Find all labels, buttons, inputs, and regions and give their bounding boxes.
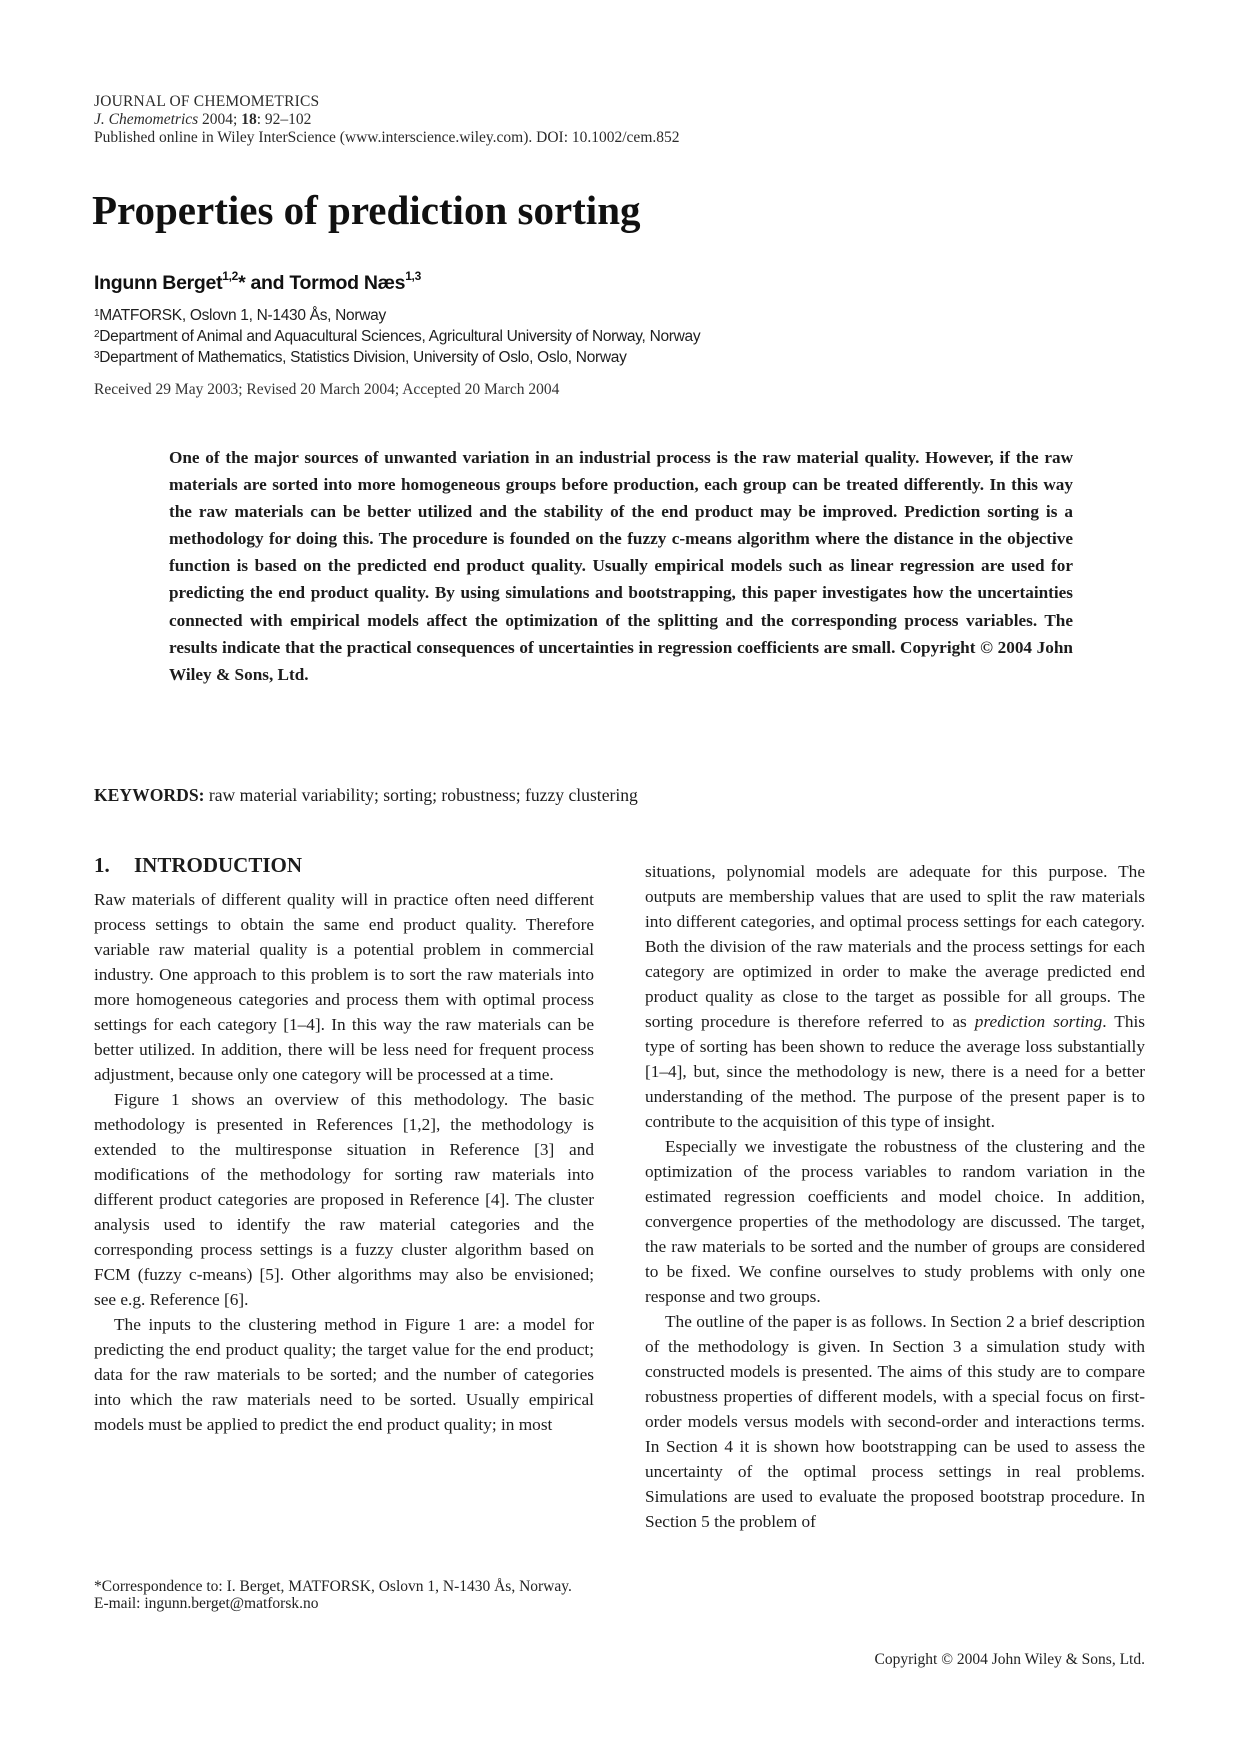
keywords-text: raw material variability; sorting; robustness; fuzzy clustering <box>204 785 638 805</box>
corresponding-author-mark: * <box>238 272 246 294</box>
paragraph-text: situations, polynomial models are adequate for this purpose. The outputs are membership values that are used to split the raw materials into different categories, and optimal process settings for each category. Both the division of the raw materials and the process settings for each category are optimized in order to make the average predicted end product quality as close to the target as possible for all groups. The sorting procedure is therefore referred to as <box>645 862 1145 1031</box>
keywords <box>94 785 638 806</box>
correspondence-text: *Correspondence to: I. Berget, MATFORSK, Oslovn 1, N-1430 Ås, Norway. <box>94 1578 572 1595</box>
affiliation-number: 1 <box>94 308 100 319</box>
author-conjunction: and <box>245 272 290 294</box>
citation-volume: 18 <box>241 111 257 128</box>
affiliation-item <box>94 305 700 326</box>
citation-year: 2004; <box>202 111 238 128</box>
body-paragraph: Raw materials of different quality will in practice often need different process settings to obtain the same end product quality. Therefore variable raw material quality is a potential problem in commercial industry. One approach to this problem is to sort the raw materials into more homogeneous categories and process them with optimal process settings for each category [1–4]. In this way the raw materials can be better utilized. In addition, there will be less need for frequent process adjustment, because only one category will be processed at a time. <box>94 890 594 1084</box>
emphasized-term: prediction sorting <box>974 1012 1103 1031</box>
author-affiliation-mark: 1,3 <box>405 269 421 283</box>
affiliation-number: 3 <box>94 350 100 361</box>
affiliation-text: Department of Mathematics, Statistics Division, University of Oslo, Oslo, Norway <box>99 349 627 366</box>
affiliation-text: MATFORSK, Oslovn 1, N-1430 Ås, Norway <box>99 307 386 324</box>
published-online-line: Published online in Wiley InterScience (www.interscience.wiley.com). DOI: 10.1002/cem.852 <box>94 129 680 146</box>
journal-name: JOURNAL OF CHEMOMETRICS <box>94 93 320 110</box>
author-name: Ingunn Berget <box>94 272 223 294</box>
body-paragraph: Especially we investigate the robustness of the clustering and the optimization of the process variables to random variation in the estimated regression coefficients and model choice. In addition, convergence properties of the methodology are discussed. The target, the raw materials to be sorted and the number of groups are considered to be fixed. We confine ourselves to study problems with only one response and two groups. <box>645 1137 1145 1306</box>
keywords-label: KEYWORDS: <box>94 785 205 805</box>
body-paragraph <box>645 859 1145 1134</box>
left-column <box>94 852 594 1437</box>
author-list <box>94 269 421 295</box>
section-title: INTRODUCTION <box>134 853 303 877</box>
abstract: One of the major sources of unwanted variation in an industrial process is the raw material quality. However, if the raw materials are sorted into more homogeneous groups before production, each group can be treated differently. In this way the raw materials can be better utilized and the stability of the end product may be improved. Prediction sorting is a methodology for doing this. The procedure is founded on the fuzzy c-means algorithm where the distance in the objective function is based on the predicted end product quality. Usually empirical models such as linear regression are used for predicting the end product quality. By using simulations and bootstrapping, this paper investigates how the uncertainties connected with empirical models affect the optimization of the splitting and the corresponding process variables. The results indicate that the practical consequences of uncertainties in regression coefficients are small. Copyright © 2004 John Wiley & Sons, Ltd. <box>169 448 1073 684</box>
affiliation-item <box>94 347 700 368</box>
affiliation-item <box>94 326 700 347</box>
paper-title: Properties of prediction sorting <box>92 187 641 233</box>
email-address: ingunn.berget@matforsk.no <box>140 1595 319 1612</box>
author-name: Tormod Næs <box>289 272 406 294</box>
citation-pages: : 92–102 <box>256 111 312 128</box>
email-label: E-mail: <box>94 1595 141 1612</box>
body-paragraph: The inputs to the clustering method in Figure 1 are: a model for predicting the end product quality; the target value for the end product; data for the raw materials to be sorted; and the number of categories into which the raw materials need to be sorted. Usually empirical models must be applied to predict the end product quality; in most <box>94 1315 594 1434</box>
journal-header <box>94 93 994 147</box>
body-paragraph: The outline of the paper is as follows. In Section 2 a brief description of the methodology is given. In Section 3 a simulation study with constructed models is presented. The aims of this study are to compare robustness properties of different models, with a special focus on first-order models versus models with second-order and interactions terms. In Section 4 it is shown how bootstrapping can be used to assess the uncertainty of the optimal process settings in real problems. Simulations are used to evaluate the proposed bootstrap procedure. In Section 5 the problem of <box>645 1312 1145 1531</box>
received-dates: Received 29 May 2003; Revised 20 March 2004; Accepted 20 March 2004 <box>94 381 560 398</box>
citation-journal: J. Chemometrics <box>94 111 199 128</box>
section-number: 1. <box>94 853 110 877</box>
correspondence-footnote <box>94 1578 604 1612</box>
affiliation-text: Department of Animal and Aquacultural Sciences, Agricultural University of Norway, Norway <box>99 328 701 345</box>
right-column <box>645 859 1145 1534</box>
body-paragraph: Figure 1 shows an overview of this methodology. The basic methodology is presented in References [1,2], the methodology is extended to the multiresponse situation in Reference [3] and modifications of the methodology for sorting raw materials into different product categories are proposed in Reference [4]. The cluster analysis used to identify the raw material categories and the corresponding process settings is a fuzzy cluster algorithm based on FCM (fuzzy c-means) [5]. Other algorithms may also be envisioned; see e.g. Reference [6]. <box>94 1090 594 1309</box>
author-affiliation-mark: 1,2 <box>222 269 239 283</box>
email-line <box>94 1595 604 1612</box>
affiliation-list <box>94 305 700 368</box>
journal-citation <box>94 111 994 129</box>
affiliation-number: 2 <box>94 329 100 340</box>
paragraph-text: . This type of sorting has been shown to reduce the average loss substantially [1–4], but, since the methodology is new, there is a need for a better understanding of the method. The purpose of the present paper is to contribute to the acquisition of this type of insight. <box>645 1012 1145 1131</box>
section-heading <box>94 852 594 878</box>
copyright-notice: Copyright © 2004 John Wiley & Sons, Ltd. <box>874 1651 1145 1668</box>
